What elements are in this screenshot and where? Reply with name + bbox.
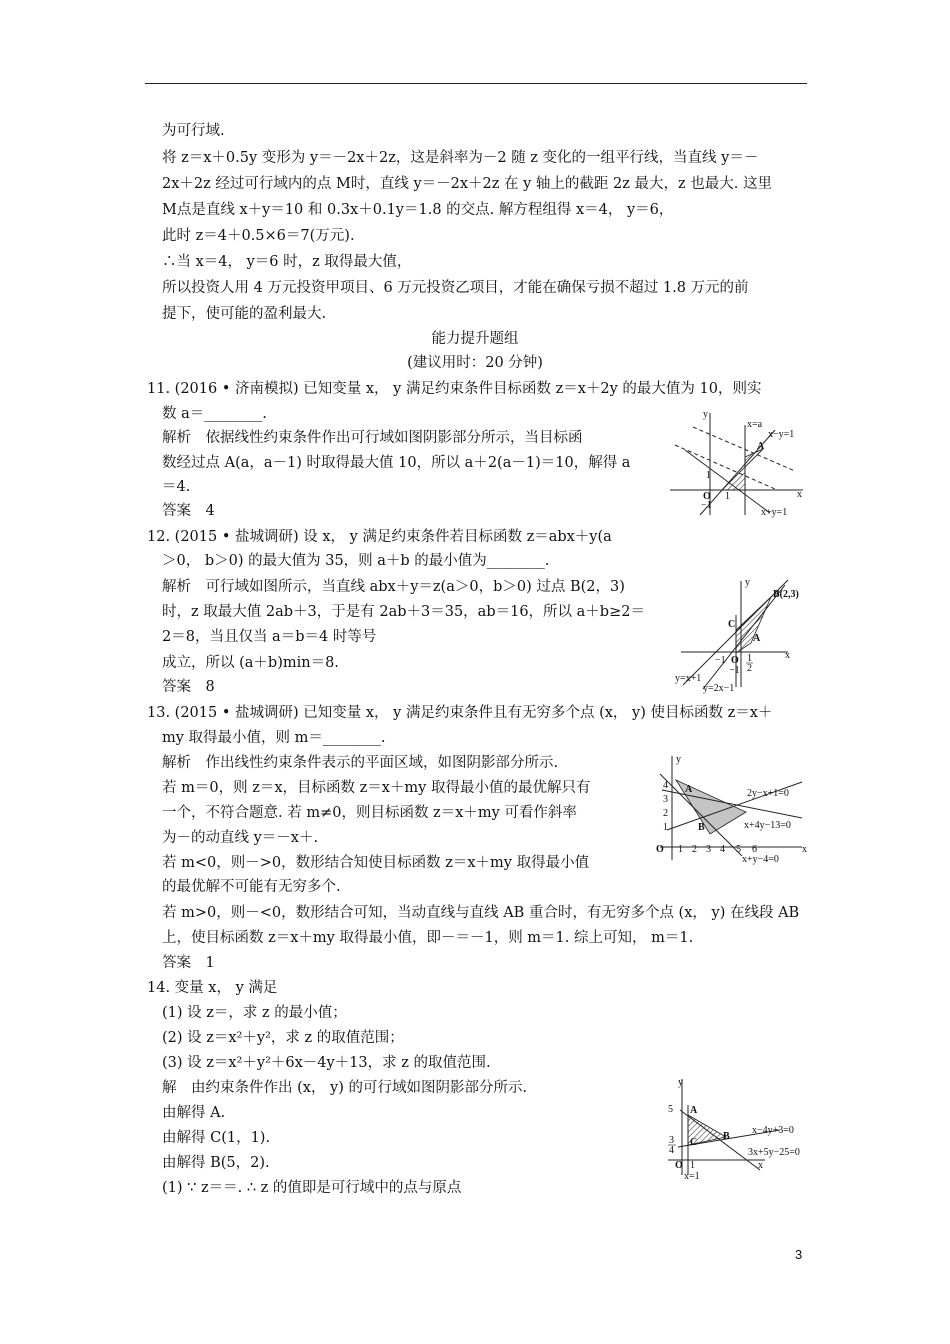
text-line: 提下，使可能的盈利最大.: [162, 306, 327, 322]
text-line: 若 m>0，则－<0，数形结合可知，当动直线与直线 AB 重合时，有无穷多个点 (x， y) 在线段 AB: [162, 905, 800, 921]
tick-label: 1: [678, 844, 683, 855]
page-number: 3: [795, 1247, 803, 1262]
text-line: 若 m<0，则－>0，数形结合知使目标函数 z＝x＋my 取得最小值: [162, 855, 590, 871]
line-label: x+y=1: [761, 507, 788, 518]
text-line: 由解得 C(1，1).: [162, 1130, 271, 1146]
text-line: 数 a＝________.: [162, 406, 267, 422]
text-line: 解析 作出线性约束条件表示的平面区域，如图阴影部分所示.: [162, 755, 559, 771]
figure-11: [665, 405, 810, 520]
tick-label: −1: [701, 500, 712, 511]
tick-label: 4: [720, 844, 725, 855]
tick-label: 1: [663, 822, 668, 833]
answer-13: 答案 1: [162, 955, 215, 971]
text-line: (1) 设 z＝，求 z 的最小值；: [162, 1005, 347, 1021]
point-label: B: [723, 1131, 730, 1142]
point-label: A: [690, 1105, 698, 1116]
text-line: ＞0， b＞0) 的最大值为 35，则 a＋b 的最小值为________.: [162, 553, 550, 569]
text-line: 若 m＝0，则 z＝x，目标函数 z＝x＋my 取得最小值的最优解只有: [162, 780, 591, 796]
point-label: C: [728, 619, 736, 630]
line-label: x+y−4=0: [742, 854, 779, 865]
text-line: 将 z＝x＋0.5y 变形为 y＝－2x＋2z，这是斜率为－2 随 z 变化的一组平行线，当直线 y＝－: [162, 150, 759, 166]
axis-x-label: x: [785, 650, 790, 661]
text-line: 一个，不符合题意. 若 m≠0，则目标函数 z＝x＋my 可看作斜率: [162, 805, 577, 821]
text-line: ∴当 x＝4， y＝6 时，z 取得最大值，: [162, 254, 412, 270]
line-label: x−4y+3=0: [752, 1125, 794, 1136]
line-label: 2y−x+1=0: [747, 788, 789, 799]
text-line: my 取得最小值，则 m＝________.: [162, 730, 386, 746]
origin-label: O: [731, 655, 739, 666]
origin-label: O: [675, 1160, 683, 1171]
line-label: 3x+5y−25=0: [748, 1147, 800, 1158]
figure-13: [652, 752, 812, 867]
question-13: 13. (2015 • 盐城调研) 已知变量 x， y 满足约束条件且有无穷多个点 (x， y) 使目标函数 z＝x＋: [147, 705, 773, 721]
line-label: x=a: [747, 419, 763, 430]
tick-label: 2: [663, 808, 668, 819]
text-line: M点是直线 x＋y＝10 和 0.3x＋0.1y＝1.8 的交点. 解方程组得 x＝4， y＝6，: [162, 202, 674, 218]
line-label: y=2x−1: [703, 683, 735, 694]
point-label: A: [757, 441, 765, 452]
text-line: (3) 设 z＝x²＋y²＋6x－4y＋13，求 z 的取值范围.: [162, 1055, 491, 1071]
text-line: 解析 可行域如图所示，当直线 abx＋y＝z(a＞0，b＞0) 过点 B(2，3): [162, 579, 625, 595]
point-label: C: [690, 1137, 698, 1148]
tick-label: 2: [747, 663, 752, 674]
figure-12: [673, 575, 813, 695]
text-line: 为－的动直线 y＝－x＋.: [162, 830, 319, 846]
text-line: 数经过点 A(a，a－1) 时取得最大值 10，所以 a＋2(a－1)＝10，解得 a: [162, 455, 631, 471]
question-14: 14. 变量 x， y 满足: [147, 980, 278, 996]
axis-y-label: y: [676, 754, 681, 765]
line-label: x−y=1: [768, 429, 795, 440]
header-rule: [145, 83, 807, 84]
text-line: (2) 设 z＝x²＋y²，求 z 的取值范围；: [162, 1030, 404, 1046]
tick-label: 5: [668, 1104, 673, 1115]
line-label: x+4y−13=0: [744, 820, 791, 831]
tick-label: 3: [669, 1135, 674, 1146]
axis-y-label: y: [678, 1077, 683, 1088]
axis-x-label: x: [802, 844, 807, 855]
text-line: 上，使目标函数 z＝x＋my 取得最小值，即－＝－1，则 m＝1. 综上可知， m＝1.: [162, 930, 694, 946]
text-line: 所以投资人用 4 万元投资甲项目、6 万元投资乙项目，才能在确保亏损不超过 1.8 万元的前: [162, 280, 749, 296]
tick-label: 1: [725, 491, 730, 502]
axis-x-label: x: [758, 1160, 763, 1171]
tick-label: 1: [747, 653, 752, 664]
question-11: 11. (2016 • 济南模拟) 已知变量 x， y 满足约束条件目标函数 z＝x＋2y 的最大值为 10，则实: [147, 381, 762, 397]
tick-label: 2: [692, 844, 697, 855]
text-line: 为可行域.: [162, 123, 225, 139]
axis-y-label: y: [703, 409, 708, 420]
section-subtitle: (建议用时：20 分钟): [407, 355, 543, 371]
tick-label: 3: [706, 844, 711, 855]
answer-12: 答案 8: [162, 679, 215, 695]
text-line: 的最优解不可能有无穷多个.: [162, 879, 341, 895]
text-line: 2＝8，当且仅当 a＝b＝4 时等号: [162, 629, 377, 645]
tick-label: −1: [715, 655, 726, 666]
tick-label: −1: [729, 665, 740, 676]
tick-label: 1: [706, 470, 711, 481]
text-line: 2x＋2z 经过可行域内的点 M时，直线 y＝－2x＋2z 在 y 轴上的截距 2z 最大，z 也最大. 这里: [162, 176, 772, 192]
text-line: 解 由约束条件作出 (x， y) 的可行域如图阴影部分所示.: [162, 1080, 528, 1096]
tick-label: 5: [736, 844, 741, 855]
tick-label: 4: [669, 1145, 674, 1156]
axis-y-label: y: [745, 577, 750, 588]
tick-label: 6: [752, 844, 757, 855]
text-line: 时，z 取最大值 2ab＋3，于是有 2ab＋3＝35，ab＝16，所以 a＋b≥2＝: [162, 604, 645, 620]
answer-11: 答案 4: [162, 503, 215, 519]
figure-14: [660, 1075, 810, 1185]
tick-label: 4: [663, 780, 668, 791]
text-line: ＝4.: [162, 479, 191, 495]
point-label: A: [685, 784, 693, 795]
text-line: (1) ∵ z＝＝. ∴ z 的值即是可行域中的点与原点: [162, 1180, 462, 1196]
question-12: 12. (2015 • 盐城调研) 设 x， y 满足约束条件若目标函数 z＝abx＋y(a: [147, 529, 612, 545]
text-line: 成立，所以 (a＋b)min＝8.: [162, 655, 339, 671]
text-line: 解析 依据线性约束条件作出可行域如图阴影部分所示，当目标函: [162, 430, 583, 446]
point-label: B: [698, 822, 705, 833]
line-label: y=x+1: [675, 673, 702, 684]
line-label: x=1: [684, 1171, 700, 1182]
text-line: 由解得 B(5，2).: [162, 1155, 270, 1171]
point-label: A: [753, 633, 761, 644]
text-line: 此时 z＝4＋0.5×6＝7(万元).: [162, 228, 355, 244]
tick-label: 3: [663, 794, 668, 805]
section-title: 能力提升题组: [431, 331, 519, 347]
origin-label: O: [703, 491, 711, 502]
axis-x-label: x: [797, 489, 802, 500]
origin-label: O: [656, 844, 664, 855]
point-label: B(2,3): [773, 589, 799, 600]
tick-label: 1: [690, 1160, 695, 1171]
text-line: 由解得 A.: [162, 1105, 226, 1121]
